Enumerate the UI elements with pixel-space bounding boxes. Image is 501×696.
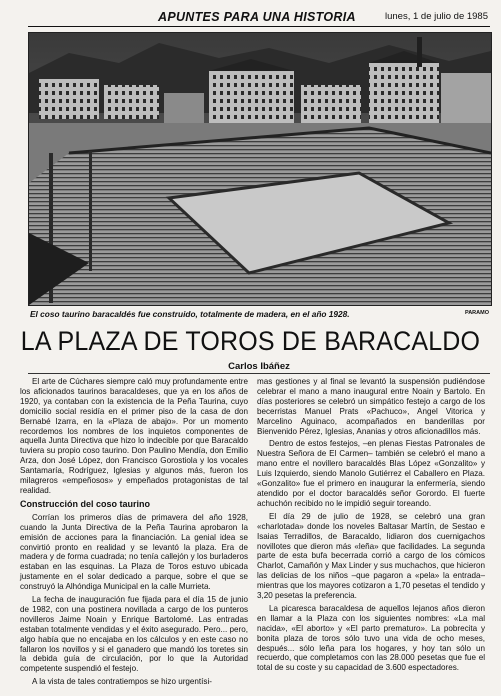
- section-subheading: Construcción del coso taurino: [20, 498, 151, 509]
- paragraph: El día 29 de julio de 1928, se celebró una gran «charlotada» donde los noveles Baltasar Martín, de Sestao e Isaias Terradillos, de Baracaldo, lidiaron dos cuernigachos novillotes que dieron más «leña» que facilidades. La segunda parte de esta bufa becerrada corrió a cargo de los cómicos Charlot, Camañón y Max Linder y sus muchachos, que hicieron las delicias de los niños –que pagaron a «pela» la entrada– mientras que los mayores cotizaron a 1,70 pesetas el tendido y 3,20 pesetas la preferencia.: [257, 511, 485, 601]
- author-name: Carlos Ibáñez: [228, 361, 290, 372]
- article-column-left: [20, 377, 248, 687]
- page-header: [28, 10, 490, 27]
- photo-credit: PARAMO: [464, 310, 489, 316]
- bullring-photo: [28, 32, 492, 306]
- paragraph: La picaresca baracaldesa de aquellos lejanos años dieron en llamar a la Plaza con los siguientes nombres: «La mal nacida», «El aborto» y «El parto prematuro». La pobrecita y bonita plaza de toros sólo tuvo una vida de ocho meses, después... sólo leña para los hogares, y hoy tan sólo un recuerdo, que completamos con las 28.000 pesetas que fue el total de su coste y su capacidad de 3.600 espectadores.: [257, 603, 485, 673]
- series-title: APUNTES PARA UNA HISTORIA: [158, 10, 356, 24]
- paragraph: A la vista de tales contratiempos se hizo urgentísi-: [32, 677, 212, 687]
- publication-date: lunes, 1 de julio de 1985: [385, 11, 488, 22]
- paragraph: El arte de Cúchares siempre caló muy profundamente entre los aficionados taurinos baracaldeses, que ya en los años de 1920, ya contaban con la existencia de la Peña Taurina, cuyo domicilio social residía en el primer piso de la casa de don Bernabé Izarra, en la «Plaza de abajo». Por un momento recordemos los nombres de los inquietos componentes de aquella Junta Directiva que hizo lo indecible por que Baracaldo tuviera su propio coso taurino. Don Paulino Mendía, don Emilio Arza, don José López, don Francisco Gorostiola y los vocales Santamaría, Rodríguez, Iglesias y algunos más, fueron los milagreros «empeñosos» y empeñados protagonistas de tal realidad.: [20, 377, 248, 495]
- article-headline: LA PLAZA DE TOROS DE BARACALDO: [20, 326, 481, 357]
- photo-caption: El coso taurino baracaldés fue construido, totalmente de madera, en el año 1928.: [30, 309, 350, 319]
- article-column-right: [257, 377, 485, 673]
- byline: [28, 362, 490, 374]
- paragraph: mas gestiones y al final se levantó la suspensión pudiéndose celebrar el mano a mano inaugural entre Noain y Bartolo. En días posteriores se celebró un simpático festejo a cargo de los becerristas Manuel Prats «Pachuco», Angel Vitorica y Marcelino Aguinaco, acompañados en banderillas por Bienvenido Pérez, Iglesias, Ananias y otros aficionadillos más.: [257, 377, 485, 436]
- bullring-photo-image: [29, 33, 491, 305]
- paragraph: Corrían los primeros días de primavera del año 1928, cuando la Junta Directiva de la Peña Taurina aprobaron la emisión de acciones para la financiación. La genial idea se convirtió pronto en realidad y se levantó la plaza. Era de madera y de forma cuadrada; no tenía callejón y los burladeros estaban en las esquinas. La Plaza de Toros estuvo ubicada justamente en el solar dedicado a parque, sobre el que se construyó la Alhóndiga Municipal en la calle Murrieta.: [20, 512, 248, 592]
- paragraph: La fecha de inauguración fue fijada para el día 15 de junio de 1982, con una postinera novillada a cargo de los punteros novilleros Jaime Noain y Enrique Bartolomé. Las entradas estaban totalmente vendidas y el éxito asegurado. Pero... pero, algo había que no encajaba en los cálculos y en este caso no fallaron los novillos y si el ganadero que mandó los toretes sin la debida guía de circulación, por lo que la Autoridad competente suspendió el festejo.: [20, 595, 248, 674]
- paragraph: Dentro de estos festejos, –en plenas Fiestas Patronales de Nuestra Señora de El Carmen– también se celebró el mano a mano entre el novillero baracaldés Blas López «Gonzalito» y Luis Izquierdo, siendo Manolo Gutiérrez el Caballero en Plaza. «Gonzalito» fue el primero en inaugurar la enfermería, siendo atendido por el doctor baracaldés señor Gorordo. El fuerte achuchón recibido no le impidió seguir toreando.: [257, 439, 485, 508]
